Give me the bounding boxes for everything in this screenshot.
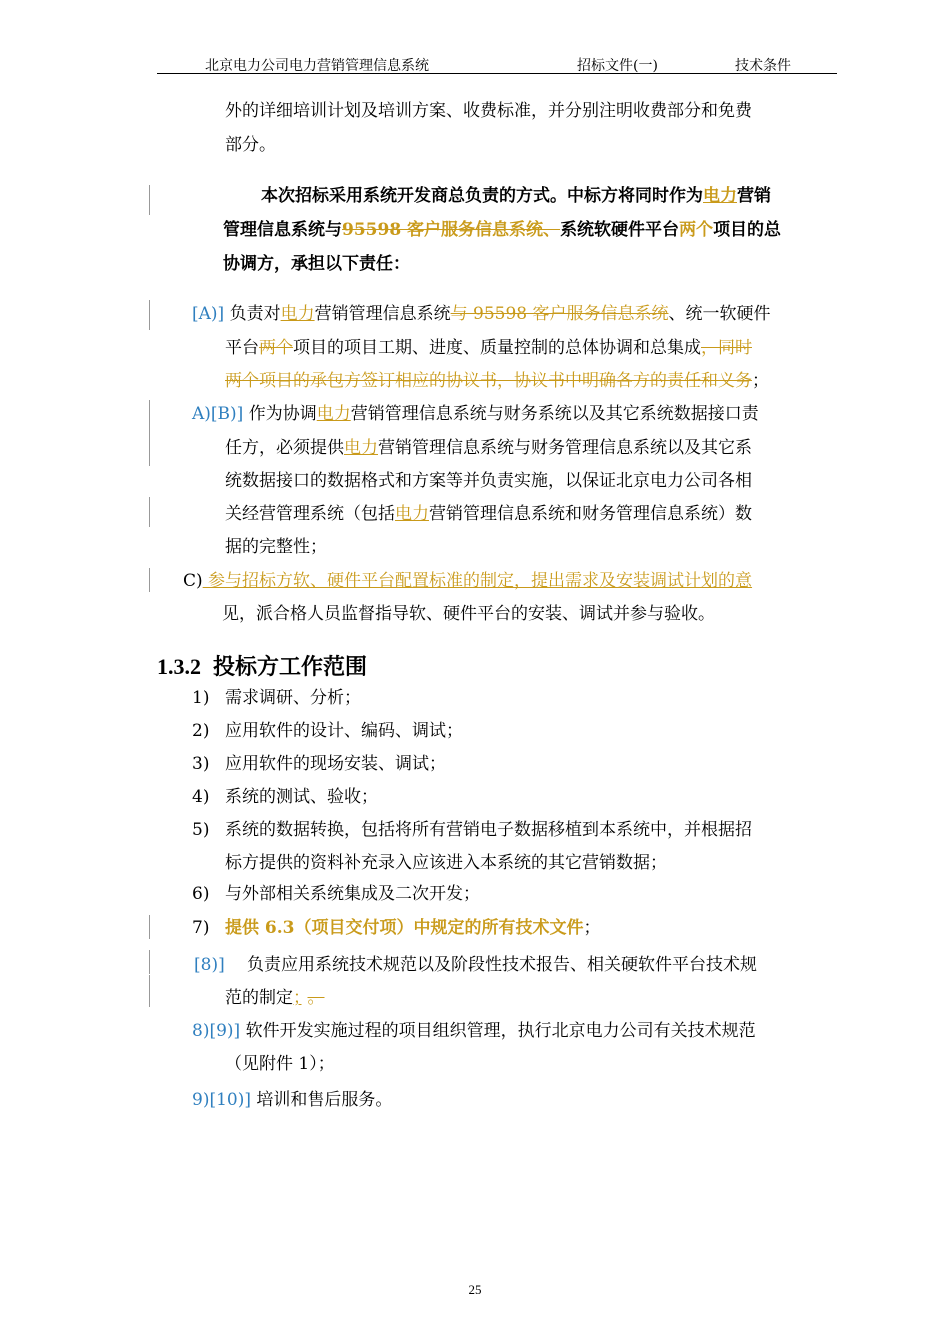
list-item-text: 应用软件的现场安装、调试； bbox=[225, 754, 446, 774]
resp-c-line-1: C) 参与招标方软、硬件平台配置标准的制定，提出需求及安装调试计划的意 bbox=[183, 571, 753, 591]
list-item-text: 提供 6.3（项目交付项）中规定的所有技术文件； bbox=[225, 918, 601, 938]
list-item-text: （见附件 1）； bbox=[225, 1054, 335, 1074]
list-item-text: 负责应用系统技术规范以及阶段性技术报告、相关硬软件平台技术规 bbox=[247, 955, 757, 975]
header-system-title: 北京电力公司电力营销管理信息系统 bbox=[205, 58, 429, 74]
header-section-title: 技术条件 bbox=[735, 58, 791, 74]
list-item-text: 范的制定； 。 bbox=[225, 988, 325, 1008]
header-rule bbox=[157, 73, 837, 74]
change-bar bbox=[149, 497, 150, 527]
list-item: 4) bbox=[192, 787, 210, 807]
resp-b-line-5: 据的完整性； bbox=[225, 537, 327, 557]
change-bar bbox=[149, 300, 150, 330]
change-bar bbox=[149, 915, 150, 939]
change-bar bbox=[149, 975, 150, 1007]
bold-para-line-3: 协调方，承担以下责任： bbox=[223, 254, 410, 274]
list-item: 1) bbox=[192, 688, 210, 708]
list-item-text: 系统的测试、验收； bbox=[225, 787, 378, 807]
list-item: 8)[9)] 软件开发实施过程的项目组织管理，执行北京电力公司有关技术规范 bbox=[192, 1021, 756, 1041]
section-number: 1.3.2 bbox=[157, 654, 201, 679]
change-bar bbox=[149, 185, 150, 215]
bold-para-line-1: 本次招标采用系统开发商总负责的方式。中标方将同时作为电力营销 bbox=[261, 186, 771, 206]
list-item: 6) bbox=[192, 884, 210, 904]
header-doc-title: 招标文件(一) bbox=[577, 58, 658, 74]
resp-b-line-2: 任方，必须提供电力营销管理信息系统与财务管理信息系统以及其它系 bbox=[225, 438, 752, 458]
list-item: 7) bbox=[192, 918, 210, 938]
resp-b-marker: A)[B)] bbox=[192, 404, 244, 424]
bold-para-line-2: 管理信息系统与95598 客户服务信息系统、系统软硬件平台两个项目的总 bbox=[223, 220, 782, 240]
section-title: 投标方工作范围 bbox=[213, 654, 368, 680]
resp-c-marker: C) bbox=[183, 571, 203, 591]
list-item-text: 标方提供的资料补充录入应该进入本系统的其它营销数据； bbox=[225, 853, 667, 873]
resp-a-marker: [A)] bbox=[192, 304, 225, 324]
list-item-text: 需求调研、分析； bbox=[225, 688, 361, 708]
resp-a-line-1: [A)] 负责对电力营销管理信息系统与 95598 客户服务信息系统、统一软硬件 bbox=[192, 304, 771, 324]
list-item: 3) bbox=[192, 754, 210, 774]
list-item: 9)[10)] 培训和售后服务。 bbox=[192, 1090, 393, 1110]
change-bar bbox=[149, 950, 150, 974]
list-item: [8)] bbox=[194, 955, 225, 975]
list-item: 2) bbox=[192, 721, 210, 741]
intro-line-2: 部分。 bbox=[225, 135, 276, 155]
list-item: 5) bbox=[192, 820, 210, 840]
resp-c-line-2: 见，派合格人员监督指导软、硬件平台的安装、调试并参与验收。 bbox=[222, 604, 715, 624]
list-item-text: 系统的数据转换，包括将所有营销电子数据移植到本系统中，并根据招 bbox=[225, 820, 752, 840]
change-bar bbox=[149, 400, 150, 440]
resp-a-line-3: 两个项目的承包方签订相应的协议书，协议书中明确各方的责任和义务； bbox=[225, 371, 769, 391]
list-item-text: 应用软件的设计、编码、调试； bbox=[225, 721, 463, 741]
section-heading bbox=[157, 650, 367, 681]
resp-b-line-4: 关经营管理系统（包括电力营销管理信息系统和财务管理信息系统）数 bbox=[225, 504, 752, 524]
page-number: 25 bbox=[468, 1282, 482, 1297]
resp-b-line-1: A)[B)] 作为协调电力营销管理信息系统与财务系统以及其它系统数据接口责 bbox=[192, 404, 759, 424]
list-item-text: 与外部相关系统集成及二次开发； bbox=[225, 884, 480, 904]
change-bar bbox=[149, 436, 150, 466]
intro-line-1: 外的详细培训计划及培训方案、收费标准，并分别注明收费部分和免费 bbox=[225, 101, 752, 121]
change-bar bbox=[149, 568, 150, 592]
resp-b-line-3: 统数据接口的数据格式和方案等并负责实施，以保证北京电力公司各相 bbox=[225, 471, 752, 491]
resp-a-line-2: 平台两个项目的项目工期、进度、质量控制的总体协调和总集成，同时 bbox=[225, 338, 752, 358]
